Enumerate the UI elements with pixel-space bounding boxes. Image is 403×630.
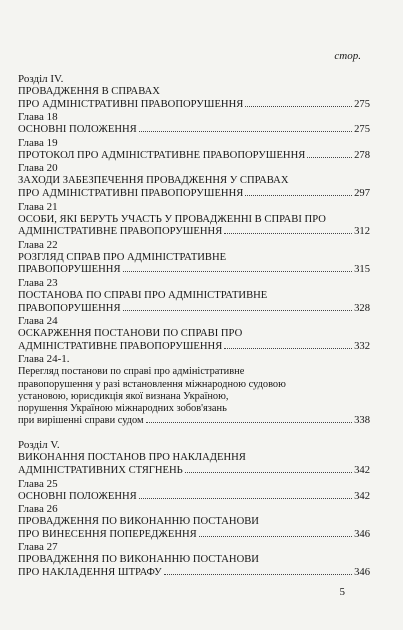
chapter-entry xyxy=(18,554,370,579)
chapter-label: Глава 26 xyxy=(18,503,58,516)
dot-leader xyxy=(224,348,352,349)
chapter-title-line: установою, юрисдикція якої визнана Україною, xyxy=(18,390,229,402)
chapters-part4 xyxy=(18,111,370,427)
chapter-entry xyxy=(18,491,370,504)
chapter-title-line: ЗАХОДИ ЗАБЕЗПЕЧЕННЯ ПРОВАДЖЕННЯ У СПРАВАХ xyxy=(18,175,289,187)
page-ref: 338 xyxy=(354,415,370,427)
dot-leader xyxy=(123,271,353,272)
chapter-title-line: ПРО НАКЛАДЕННЯ ШТРАФУ xyxy=(18,566,162,578)
chapter-label: Глава 27 xyxy=(18,541,58,554)
table-of-contents xyxy=(18,73,370,579)
chapter-entry xyxy=(18,175,370,200)
chapter-title-line: ОСНОВНІ ПОЛОЖЕННЯ xyxy=(18,490,137,502)
chapter-label: Глава 24-1. xyxy=(18,353,70,366)
page-ref: 275 xyxy=(354,124,370,136)
dot-leader xyxy=(199,536,352,537)
dot-leader xyxy=(139,498,352,499)
page-ref: 342 xyxy=(354,490,370,502)
title-line: АДМІНІСТРАТИВНИХ СТЯГНЕНЬ xyxy=(18,464,183,476)
section-title-part5 xyxy=(18,452,370,477)
dot-leader xyxy=(164,574,352,575)
chapter-entry xyxy=(18,290,370,315)
chapter-title-line: правопорушення у разі встановлення міжнародною судовою xyxy=(18,378,286,390)
title-line: ПРО АДМІНІСТРАТИВНІ ПРАВОПОРУШЕННЯ xyxy=(18,98,244,110)
page-ref: 278 xyxy=(354,149,370,161)
chapter-label: Глава 18 xyxy=(18,111,58,124)
chapter-label: Глава 21 xyxy=(18,200,58,213)
section-label: Розділ V. xyxy=(18,439,60,452)
chapter-entry xyxy=(18,366,370,427)
dot-leader xyxy=(139,131,352,132)
section-title-part4 xyxy=(18,86,370,111)
chapter-title-line: АДМІНІСТРАТИВНЕ ПРАВОПОРУШЕННЯ xyxy=(18,340,223,352)
page-ref: 312 xyxy=(354,226,370,238)
chapter-title-line: при вирішенні справи судом xyxy=(18,415,144,427)
chapter-title-line: ПРАВОПОРУШЕННЯ xyxy=(18,302,121,314)
chapter-title-line: ПРО АДМІНІСТРАТИВНІ ПРАВОПОРУШЕННЯ xyxy=(18,187,244,199)
chapter-entry xyxy=(18,124,370,137)
chapter-title-line: ПРОТОКОЛ ПРО АДМІНІСТРАТИВНЕ ПРАВОПОРУШЕННЯ xyxy=(18,149,306,161)
chapter-label: Глава 20 xyxy=(18,162,58,175)
dot-leader xyxy=(123,310,353,311)
chapter-entry xyxy=(18,150,370,163)
chapter-entry xyxy=(18,214,370,239)
chapter-title-line: ОСОБИ, ЯКІ БЕРУТЬ УЧАСТЬ У ПРОВАДЖЕННІ В СПРАВІ ПРО xyxy=(18,213,326,225)
dot-leader xyxy=(185,472,352,473)
chapter-title-line: АДМІНІСТРАТИВНЕ ПРАВОПОРУШЕННЯ xyxy=(18,226,223,238)
dot-leader xyxy=(224,233,352,234)
title-line: ПРОВАДЖЕННЯ В СПРАВАХ xyxy=(18,86,160,97)
page-column-header: стор. xyxy=(334,50,361,62)
page-ref: 342 xyxy=(354,464,370,476)
chapter-label: Глава 24 xyxy=(18,315,58,328)
dot-leader xyxy=(307,157,352,158)
chapter-title-line: порушення Україною міжнародних зобов'язань xyxy=(18,402,227,414)
dot-leader xyxy=(245,195,352,196)
page-ref: 328 xyxy=(354,302,370,314)
chapter-title-line: ОСНОВНІ ПОЛОЖЕННЯ xyxy=(18,124,137,136)
dot-leader xyxy=(146,422,353,423)
chapter-entry xyxy=(18,516,370,541)
chapter-title-line: ПРО ВИНЕСЕННЯ ПОПЕРЕДЖЕННЯ xyxy=(18,528,197,540)
chapters-part5 xyxy=(18,478,370,580)
page-ref: 297 xyxy=(354,187,370,199)
page-ref: 275 xyxy=(354,98,370,110)
chapter-title-line: РОЗГЛЯД СПРАВ ПРО АДМІНІСТРАТИВНЕ xyxy=(18,251,227,263)
chapter-label: Глава 22 xyxy=(18,238,58,251)
chapter-title-line: ПРАВОПОРУШЕННЯ xyxy=(18,264,121,276)
chapter-title-line: ПРОВАДЖЕННЯ ПО ВИКОНАННЮ ПОСТАНОВИ xyxy=(18,554,259,566)
chapter-title-line: ПОСТАНОВА ПО СПРАВІ ПРО АДМІНІСТРАТИВНЕ xyxy=(18,289,268,301)
chapter-title-line: Перегляд постанови по справі про адміністративне xyxy=(18,366,245,378)
chapter-title-line: ПРОВАДЖЕННЯ ПО ВИКОНАННЮ ПОСТАНОВИ xyxy=(18,516,259,528)
chapter-entry xyxy=(18,328,370,353)
chapter-label: Глава 25 xyxy=(18,477,58,490)
chapter-label: Глава 19 xyxy=(18,136,58,149)
section-label: Розділ IV. xyxy=(18,73,64,85)
page-ref: 332 xyxy=(354,340,370,352)
page-number: 5 xyxy=(339,586,345,598)
title-line: ВИКОНАННЯ ПОСТАНОВ ПРО НАКЛАДЕННЯ xyxy=(18,452,246,464)
dot-leader xyxy=(245,106,352,107)
chapter-title-line: ОСКАРЖЕННЯ ПОСТАНОВИ ПО СПРАВІ ПРО xyxy=(18,328,243,340)
page-ref: 346 xyxy=(354,566,370,578)
page-ref: 315 xyxy=(354,264,370,276)
page-ref: 346 xyxy=(354,528,370,540)
chapter-entry xyxy=(18,252,370,277)
chapter-label: Глава 23 xyxy=(18,276,58,289)
